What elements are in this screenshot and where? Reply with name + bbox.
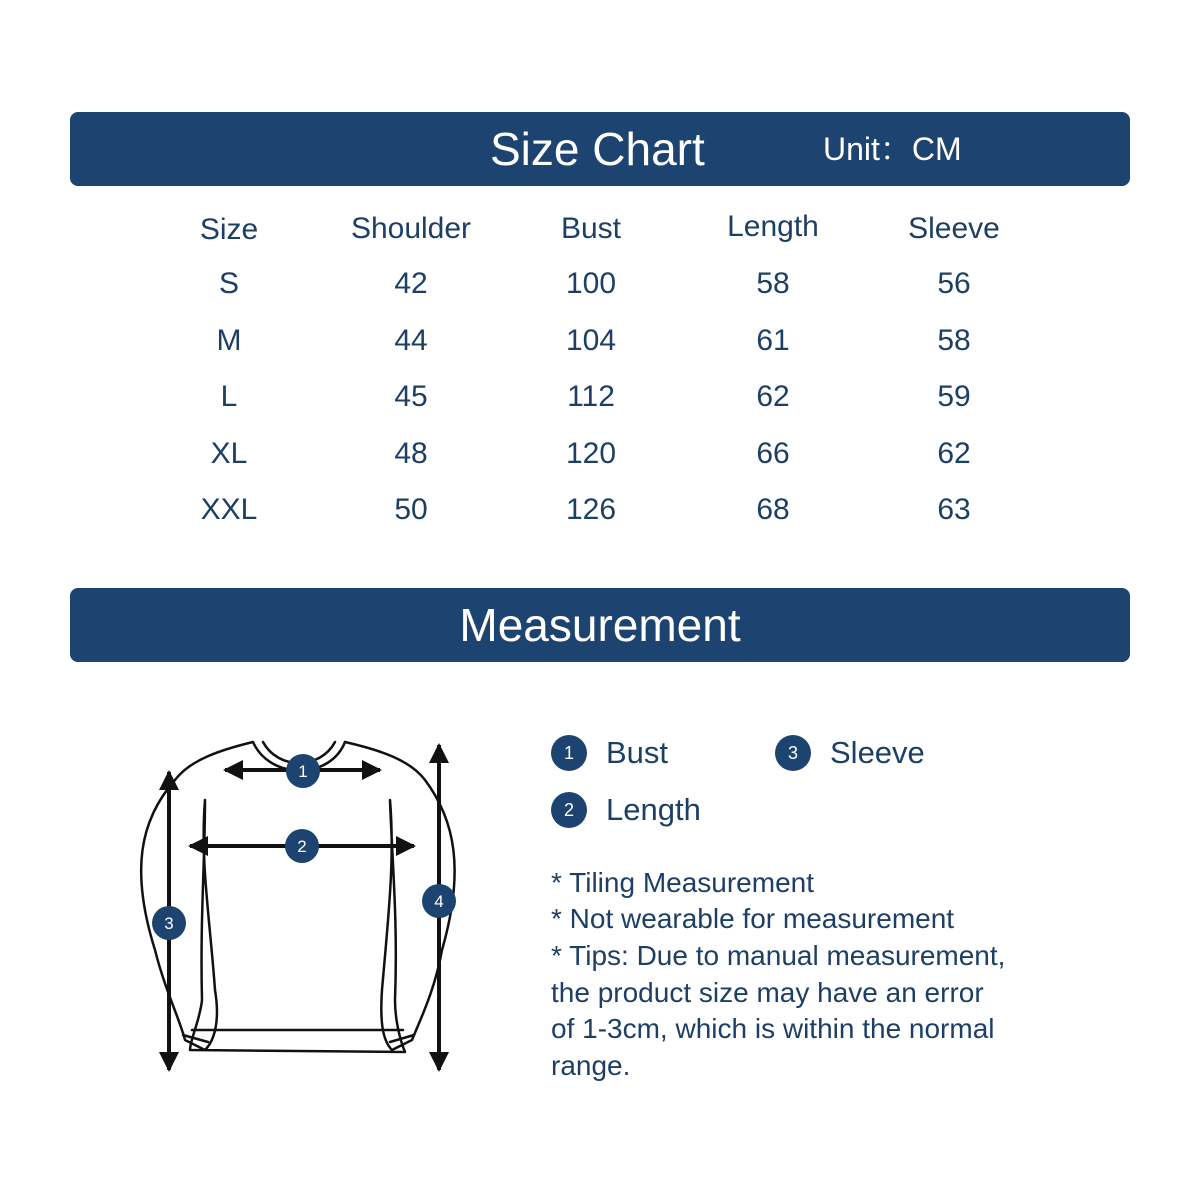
cell-size: XXL: [200, 493, 258, 526]
cell-bust: 126: [565, 493, 617, 526]
measure-arrows: [169, 745, 439, 1070]
legend-badge: 3: [775, 735, 811, 771]
note-line: the product size may have an error: [551, 977, 984, 1008]
cell-size: XL: [210, 437, 248, 470]
marker-3-label: 3: [164, 914, 174, 933]
note-line: * Tiling Measurement: [551, 867, 815, 898]
cell-bust: 104: [565, 324, 617, 357]
header-size: Size: [199, 213, 259, 246]
marker-3: [152, 906, 186, 940]
header-sleeve: Sleeve: [908, 212, 1000, 245]
marker-4: [422, 884, 456, 918]
legend-badge: 2: [551, 792, 587, 828]
measurement-banner: [70, 588, 1130, 662]
cell-size: L: [220, 380, 238, 413]
marker-1: [286, 754, 320, 788]
cell-shoulder: 50: [394, 493, 428, 526]
unit-label: Unit：CM: [823, 131, 962, 167]
cell-length: 66: [756, 437, 790, 470]
note-line: * Tips: Due to manual measurement,: [551, 940, 1006, 971]
cell-size: M: [216, 324, 242, 357]
marker-4-label: 4: [434, 892, 444, 911]
measurement-title: Measurement: [459, 599, 741, 651]
header-bust: Bust: [560, 212, 622, 245]
marker-2: [285, 829, 319, 863]
note-line: of 1-3cm, which is within the normal: [551, 1013, 995, 1044]
cell-bust: 112: [567, 380, 615, 413]
note-line: * Not wearable for measurement: [551, 903, 955, 934]
cell-size: S: [218, 267, 239, 300]
sweatshirt-diagram: [120, 720, 480, 1090]
sweatshirt-outline-icon: [141, 742, 455, 1052]
cell-bust: 120: [565, 437, 617, 470]
cell-length: 62: [756, 380, 790, 413]
marker-1-label: 1: [298, 762, 308, 781]
cell-shoulder: 48: [394, 437, 428, 470]
size-chart-banner: [70, 112, 1130, 186]
cell-length: 68: [756, 493, 790, 526]
cell-shoulder: 45: [394, 380, 428, 413]
cell-sleeve: 62: [937, 437, 971, 470]
legend-badge: 1: [551, 735, 587, 771]
cell-length: 58: [756, 267, 790, 300]
size-chart-title: Size Chart: [490, 123, 705, 175]
cell-sleeve: 59: [937, 380, 971, 413]
cell-sleeve: 58: [937, 324, 971, 357]
legend-label: Sleeve: [830, 735, 925, 770]
header-length: Length: [727, 210, 819, 243]
cell-shoulder: 44: [394, 324, 428, 357]
legend-label: Length: [606, 792, 701, 827]
cell-sleeve: 56: [937, 267, 971, 300]
note-line: range.: [551, 1050, 631, 1081]
cell-length: 61: [756, 324, 790, 357]
legend-label: Bust: [606, 735, 669, 770]
marker-2-label: 2: [297, 837, 307, 856]
cell-sleeve: 63: [937, 493, 971, 526]
cell-bust: 100: [565, 267, 617, 300]
header-shoulder: Shoulder: [350, 212, 472, 245]
cell-shoulder: 42: [394, 267, 428, 300]
